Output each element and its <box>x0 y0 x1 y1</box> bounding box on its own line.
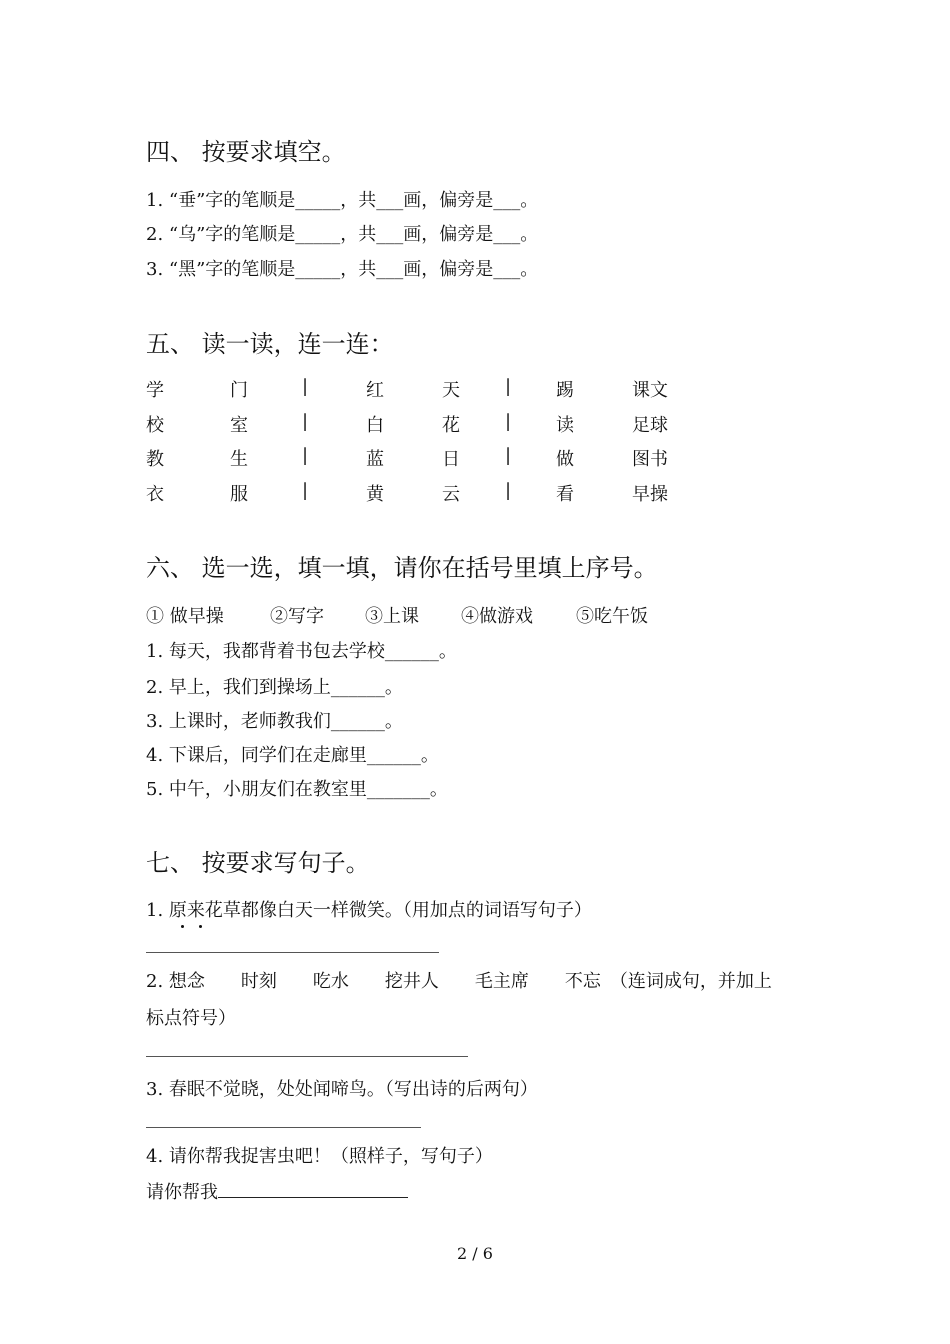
sec6-item-2: 2. 早上，我们到操场上______。 <box>146 677 403 698</box>
match-word[interactable]: 门 <box>230 380 248 401</box>
option-1: ① 做早操 <box>146 606 224 627</box>
match-word[interactable]: 读 <box>556 415 574 436</box>
match-word[interactable]: 足球 <box>632 415 668 436</box>
section-5-title: 五、 读一读，连一连： <box>146 330 394 358</box>
emphasis-dot <box>181 925 184 928</box>
emphasis-dot <box>199 925 202 928</box>
sec7-question-2-line1: 2. 想念 时刻 吃水 挖井人 毛主席 不忘 （连词成句，并加上 <box>146 971 772 992</box>
answer-line-1[interactable] <box>146 952 439 953</box>
match-word[interactable]: 课文 <box>632 380 668 401</box>
column-divider: | <box>505 411 512 432</box>
match-word[interactable]: 早操 <box>632 484 668 505</box>
option-4: ④做游戏 <box>461 606 533 627</box>
sec7-question-3: 3. 春眠不觉晓，处处闻啼鸟。（写出诗的后两句） <box>146 1079 538 1100</box>
option-5: ⑤吃午饭 <box>576 606 648 627</box>
answer-line-3[interactable] <box>146 1127 421 1128</box>
option-3: ③上课 <box>365 606 419 627</box>
answer-line-2[interactable] <box>146 1056 468 1057</box>
answer-blank-4[interactable] <box>218 1181 408 1198</box>
section-4-title: 四、 按要求填空。 <box>146 138 346 166</box>
match-word[interactable]: 衣 <box>146 484 164 505</box>
sec6-item-5: 5. 中午，小朋友们在教室里_______。 <box>146 779 448 800</box>
match-word[interactable]: 做 <box>556 449 574 470</box>
column-divider: | <box>302 411 309 432</box>
match-word[interactable]: 踢 <box>556 380 574 401</box>
match-word[interactable]: 图书 <box>632 449 668 470</box>
match-word[interactable]: 服 <box>230 484 248 505</box>
sec7-question-4-answer <box>146 1178 408 1204</box>
sec7-question-2-line2: 标点符号） <box>146 1008 236 1029</box>
match-word[interactable]: 花 <box>442 415 460 436</box>
sec6-item-3: 3. 上课时，老师教我们______。 <box>146 711 403 732</box>
match-word[interactable]: 生 <box>230 449 248 470</box>
sec4-item-3: 3. “黑”字的笔顺是_____，共___画，偏旁是___。 <box>146 259 539 280</box>
match-word[interactable]: 室 <box>230 415 248 436</box>
match-word[interactable]: 天 <box>442 380 460 401</box>
sec7-question-1: 1. 原来花草都像白天一样微笑。（用加点的词语写句子） <box>146 900 592 921</box>
match-word[interactable]: 白 <box>366 415 384 436</box>
page-number: 2 / 6 <box>457 1244 493 1263</box>
sec6-item-4: 4. 下课后，同学们在走廊里______。 <box>146 745 439 766</box>
section-6-title: 六、 选一选，填一填，请你在括号里填上序号。 <box>146 554 658 582</box>
column-divider: | <box>302 376 309 397</box>
match-word[interactable]: 学 <box>146 380 164 401</box>
match-word[interactable]: 日 <box>442 449 460 470</box>
match-word[interactable]: 云 <box>442 484 460 505</box>
option-2: ②写字 <box>270 606 324 627</box>
match-word[interactable]: 蓝 <box>366 449 384 470</box>
match-word[interactable]: 红 <box>366 380 384 401</box>
column-divider: | <box>302 480 309 501</box>
sec4-item-1: 1. “垂”字的笔顺是_____，共___画，偏旁是___。 <box>146 190 539 211</box>
sec6-item-1: 1. 每天，我都背着书包去学校______。 <box>146 641 457 662</box>
section-7-title: 七、 按要求写句子。 <box>146 849 370 877</box>
column-divider: | <box>505 376 512 397</box>
match-word[interactable]: 看 <box>556 484 574 505</box>
column-divider: | <box>505 480 512 501</box>
match-word[interactable]: 教 <box>146 449 164 470</box>
column-divider: | <box>302 445 309 466</box>
sec7-question-4: 4. 请你帮我捉害虫吧！（照样子，写句子） <box>146 1146 493 1167</box>
answer-prefix: 请你帮我 <box>146 1182 218 1203</box>
match-word[interactable]: 校 <box>146 415 164 436</box>
sec4-item-2: 2. “乌”字的笔顺是_____，共___画，偏旁是___。 <box>146 224 539 245</box>
column-divider: | <box>505 445 512 466</box>
match-word[interactable]: 黄 <box>366 484 384 505</box>
